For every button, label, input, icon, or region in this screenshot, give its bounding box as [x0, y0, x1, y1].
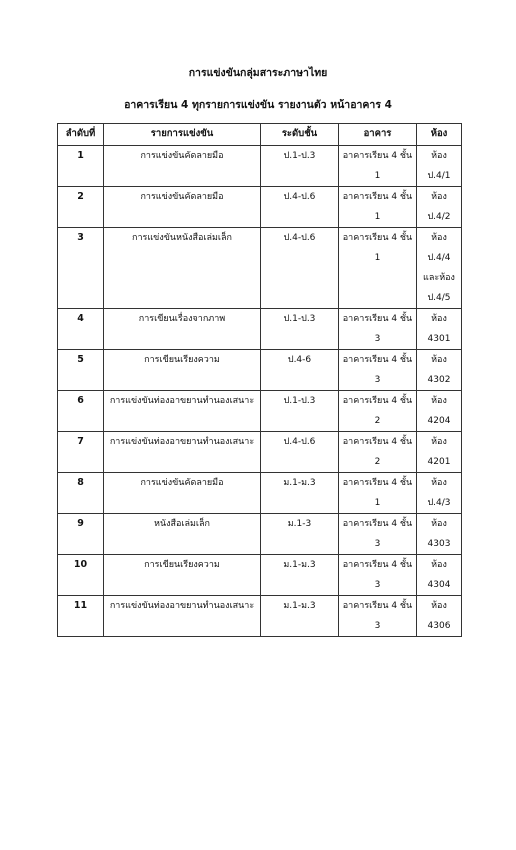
row-no: 3: [58, 228, 104, 309]
table-header-row: [58, 124, 462, 146]
table-row: [58, 228, 462, 309]
row-no: 1: [58, 146, 104, 187]
row-no: 7: [58, 432, 104, 473]
row-room: ห้อง 4303: [417, 514, 462, 555]
table-row: [58, 146, 462, 187]
row-room: ห้อง 4306: [417, 596, 462, 637]
table-row: [58, 309, 462, 350]
row-room: ห้อง 4204: [417, 391, 462, 432]
row-level: ม.1-ม.3: [261, 473, 339, 514]
row-room: ห้อง ป.4/3: [417, 473, 462, 514]
row-building: อาคารเรียน 4 ชั้น 2: [339, 391, 417, 432]
row-room: ห้อง ป.4/2: [417, 187, 462, 228]
header-no: ลำดับที่: [58, 124, 104, 146]
document-subtitle: อาคารเรียน 4 ทุกรายการแข่งขัน รายงานตัว หน้าอาคาร 4: [124, 99, 392, 111]
row-event: หนังสือเล่มเล็ก: [104, 514, 261, 555]
row-room: ห้อง ป.4/1: [417, 146, 462, 187]
row-level: ป.4-6: [261, 350, 339, 391]
row-no: 4: [58, 309, 104, 350]
table-row: [58, 391, 462, 432]
row-room: ห้อง 4201: [417, 432, 462, 473]
row-level: ป.4-ป.6: [261, 228, 339, 309]
row-no: 8: [58, 473, 104, 514]
row-building: อาคารเรียน 4 ชั้น 1: [339, 187, 417, 228]
row-no: 11: [58, 596, 104, 637]
row-level: ม.1-3: [261, 514, 339, 555]
row-building: อาคารเรียน 4 ชั้น 1: [339, 473, 417, 514]
row-room: ห้อง 4302: [417, 350, 462, 391]
table-row: [58, 473, 462, 514]
row-level: ป.4-ป.6: [261, 187, 339, 228]
row-room: ห้อง 4301: [417, 309, 462, 350]
row-level: ป.4-ป.6: [261, 432, 339, 473]
table-row: [58, 187, 462, 228]
row-event: การแข่งขันท่องอาขยานทำนองเสนาะ: [104, 391, 261, 432]
row-no: 5: [58, 350, 104, 391]
competition-table: [57, 123, 462, 637]
row-building: อาคารเรียน 4 ชั้น 1: [339, 146, 417, 187]
row-building: อาคารเรียน 4 ชั้น 3: [339, 596, 417, 637]
table-row: [58, 596, 462, 637]
row-room: ห้อง 4304: [417, 555, 462, 596]
row-no: 9: [58, 514, 104, 555]
row-building: อาคารเรียน 4 ชั้น 1: [339, 228, 417, 309]
row-event: การเขียนเรียงความ: [104, 350, 261, 391]
table-row: [58, 514, 462, 555]
row-event: การแข่งขันท่องอาขยานทำนองเสนาะ: [104, 596, 261, 637]
header-room: ห้อง: [417, 124, 462, 146]
row-no: 6: [58, 391, 104, 432]
document-title: การแข่งขันกลุ่มสาระภาษาไทย: [188, 67, 328, 79]
header-level: ระดับชั้น: [261, 124, 339, 146]
row-event: การแข่งขันคัดลายมือ: [104, 473, 261, 514]
row-building: อาคารเรียน 4 ชั้น 3: [339, 514, 417, 555]
row-building: อาคารเรียน 4 ชั้น 3: [339, 309, 417, 350]
row-building: อาคารเรียน 4 ชั้น 2: [339, 432, 417, 473]
row-building: อาคารเรียน 4 ชั้น 3: [339, 555, 417, 596]
row-level: ป.1-ป.3: [261, 391, 339, 432]
header-event: รายการแข่งขัน: [104, 124, 261, 146]
header-building: อาคาร: [339, 124, 417, 146]
table-row: [58, 432, 462, 473]
row-level: ม.1-ม.3: [261, 596, 339, 637]
table-row: [58, 555, 462, 596]
row-level: ม.1-ม.3: [261, 555, 339, 596]
row-level: ป.1-ป.3: [261, 146, 339, 187]
row-event: การแข่งขันหนังสือเล่มเล็ก: [104, 228, 261, 309]
row-building: อาคารเรียน 4 ชั้น 3: [339, 350, 417, 391]
row-event: การเขียนเรียงความ: [104, 555, 261, 596]
row-event: การแข่งขันท่องอาขยานทำนองเสนาะ: [104, 432, 261, 473]
row-event: การแข่งขันคัดลายมือ: [104, 146, 261, 187]
table-row: [58, 350, 462, 391]
row-event: การแข่งขันคัดลายมือ: [104, 187, 261, 228]
row-event: การเขียนเรื่องจากภาพ: [104, 309, 261, 350]
row-no: 10: [58, 555, 104, 596]
row-level: ป.1-ป.3: [261, 309, 339, 350]
row-room: ห้อง ป.4/4 และห้อง ป.4/5: [417, 228, 462, 309]
row-no: 2: [58, 187, 104, 228]
